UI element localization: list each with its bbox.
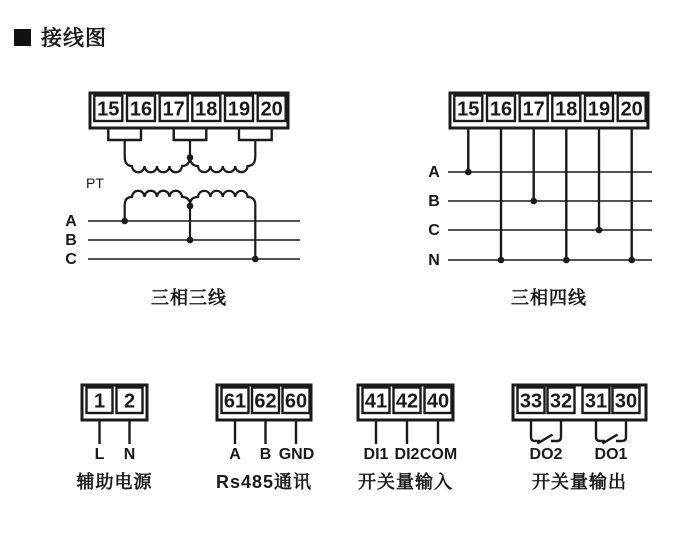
diagram-digital-input bbox=[358, 385, 457, 492]
terminal-number: 30 bbox=[614, 390, 638, 413]
pin-label-do1: DO1 bbox=[594, 446, 628, 463]
pin-label-di1: DI1 bbox=[363, 446, 389, 463]
phase-label-b: B bbox=[65, 232, 77, 249]
terminal-number: 19 bbox=[587, 98, 611, 121]
phase-label-n: N bbox=[428, 252, 440, 269]
diagram-caption: 三相三线 bbox=[151, 288, 227, 308]
terminal-number: 31 bbox=[584, 390, 608, 413]
terminal-number: 32 bbox=[549, 390, 573, 413]
phase-label-a: A bbox=[65, 213, 77, 230]
tap-dot-c bbox=[252, 256, 259, 263]
phase-label-c: C bbox=[428, 222, 440, 239]
diagram-caption: Rs485通讯 bbox=[215, 472, 313, 492]
terminal-number: 18 bbox=[555, 98, 578, 121]
terminal-number: 19 bbox=[227, 98, 251, 121]
terminal-number: 42 bbox=[395, 390, 419, 413]
junction-dot bbox=[187, 203, 194, 210]
tap-dot-b bbox=[187, 237, 194, 244]
terminal-number: 40 bbox=[426, 390, 450, 413]
diagram-caption: 开关量输入 bbox=[358, 472, 453, 492]
terminal-drop-wires bbox=[235, 420, 296, 444]
relay-contact-do2 bbox=[531, 420, 561, 444]
terminal-drop-wires bbox=[468, 128, 631, 260]
pin-label-b: B bbox=[259, 446, 272, 463]
terminal-number: 62 bbox=[254, 390, 277, 413]
terminal-drop-wires bbox=[100, 420, 130, 444]
pt-primary-winding bbox=[125, 191, 256, 259]
phase-lines bbox=[448, 172, 652, 260]
diagram-three-phase-four-wire bbox=[428, 93, 652, 308]
diagram-aux-power bbox=[76, 385, 153, 492]
page-title: 接线图 bbox=[41, 27, 107, 50]
terminal-number: 2 bbox=[123, 390, 136, 413]
tap-dot-n bbox=[628, 257, 635, 264]
pin-label-gnd: GND bbox=[278, 446, 315, 463]
pt-label: PT bbox=[86, 175, 104, 191]
terminal-number: 15 bbox=[457, 98, 480, 121]
diagram-three-phase-three-wire bbox=[65, 93, 300, 308]
terminal-number: 18 bbox=[195, 98, 218, 121]
pin-label-n: N bbox=[123, 446, 136, 463]
phase-lines bbox=[88, 221, 300, 259]
tap-dot-b bbox=[530, 198, 537, 205]
relay-contact-do1 bbox=[596, 420, 626, 444]
terminal-number: 17 bbox=[522, 98, 545, 121]
diagram-caption: 开关量输出 bbox=[532, 472, 627, 492]
phase-label-a: A bbox=[428, 164, 440, 181]
terminal-number: 60 bbox=[284, 390, 308, 413]
phase-label-c: C bbox=[65, 251, 77, 268]
diagram-rs485 bbox=[216, 385, 314, 492]
terminal-number: 16 bbox=[489, 98, 513, 121]
junction-dot bbox=[187, 154, 194, 161]
terminal-number: 16 bbox=[129, 98, 153, 121]
pin-label-a: A bbox=[229, 446, 241, 463]
tap-dot-a bbox=[465, 169, 472, 176]
terminal-number: 41 bbox=[364, 390, 388, 413]
tap-dot-n bbox=[498, 257, 505, 264]
terminal-number: 15 bbox=[97, 98, 120, 121]
pin-label-di2: DI2 bbox=[394, 446, 420, 463]
diagram-caption: 辅助电源 bbox=[76, 472, 153, 492]
diagram-caption: 三相四线 bbox=[511, 288, 587, 308]
terminal-number: 61 bbox=[223, 390, 247, 413]
tap-dot-n bbox=[563, 257, 570, 264]
terminal-number: 1 bbox=[93, 390, 106, 413]
phase-label-b: B bbox=[428, 193, 440, 210]
terminal-number: 20 bbox=[620, 98, 643, 121]
terminal-number: 20 bbox=[260, 98, 283, 121]
pin-label-do2: DO2 bbox=[529, 446, 563, 463]
tap-dot-c bbox=[596, 227, 603, 234]
tap-dot-a bbox=[121, 218, 128, 225]
diagram-digital-output bbox=[513, 385, 646, 492]
terminal-number: 17 bbox=[162, 98, 185, 121]
pin-label-l: L bbox=[94, 446, 105, 463]
terminal-number: 33 bbox=[519, 390, 543, 413]
pin-label-com: COM bbox=[419, 446, 458, 463]
terminal-drop-wires bbox=[376, 420, 438, 444]
